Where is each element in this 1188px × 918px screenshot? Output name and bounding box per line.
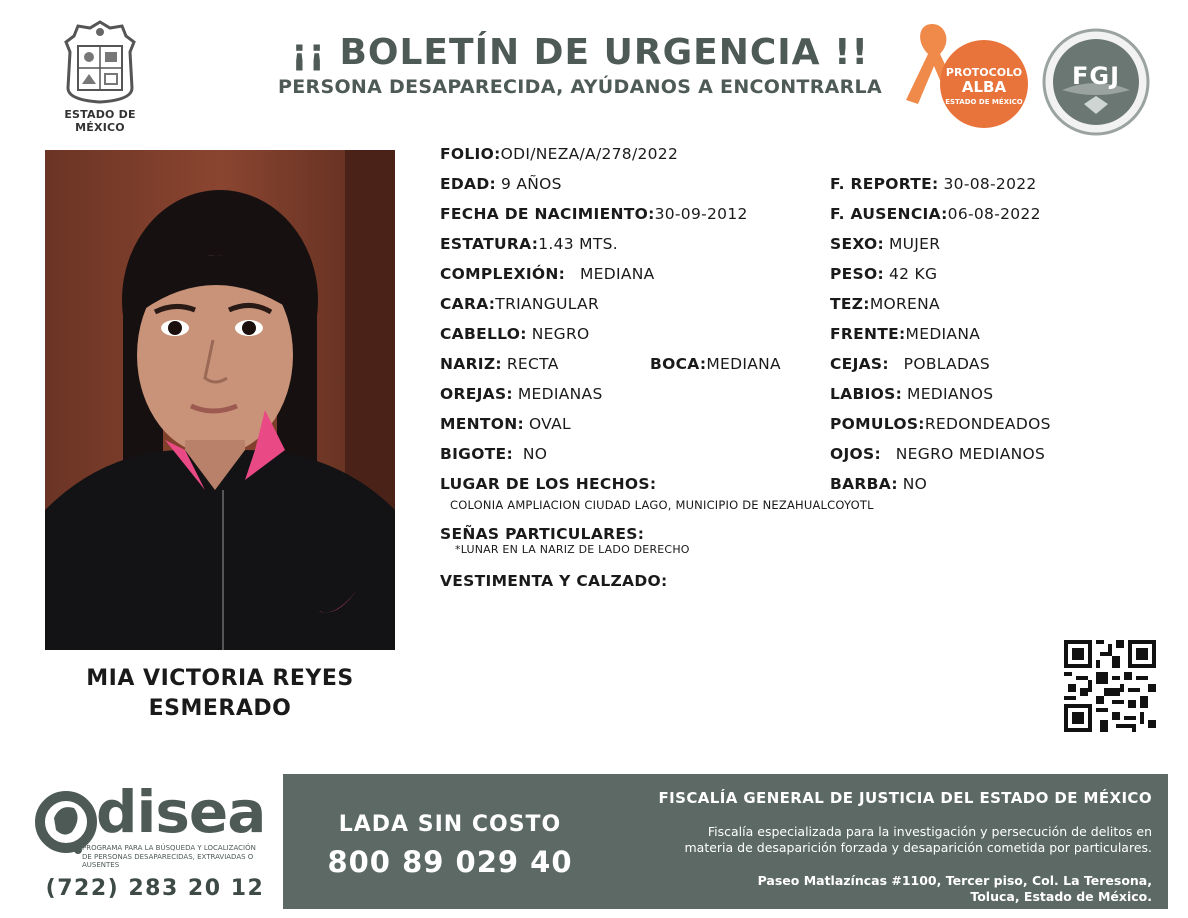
fgj-description-line-2: materia de desaparición forzada y desaparición cometida por particulares. (684, 840, 1152, 855)
field-value: RECTA (506, 355, 559, 373)
field-senas-particulares-value: *LUNAR EN LA NARIZ DE LADO DERECHO (455, 543, 690, 556)
field-label: SEXO: (830, 235, 885, 253)
field-f-reporte (830, 174, 1037, 194)
field-estatura (440, 234, 618, 254)
field-label: VESTIMENTA Y CALZADO: (440, 572, 668, 590)
bulletin-title: ¡¡ BOLETÍN DE URGENCIA !! (291, 32, 869, 73)
field-value: MORENA (869, 295, 940, 313)
estado-de-mexico-logo (40, 18, 160, 134)
field-label: PESO: (830, 265, 884, 283)
field-vestimenta (440, 571, 667, 591)
field-ojos (830, 444, 1045, 464)
field-label: NARIZ: (440, 355, 502, 373)
field-value: MEDIANOS (907, 385, 994, 403)
field-value: TRIANGULAR (495, 295, 600, 313)
field-label: LUGAR DE LOS HECHOS: (440, 475, 657, 493)
field-label: CEJAS: (830, 355, 889, 373)
field-label: FECHA DE NACIMIENTO: (440, 205, 655, 223)
field-boca (650, 354, 781, 374)
field-label: MENTON: (440, 415, 525, 433)
field-value: OVAL (528, 415, 571, 433)
field-value: NO (902, 475, 928, 493)
field-peso (830, 264, 937, 284)
lada-phone-number[interactable]: 800 89 029 40 (327, 845, 573, 879)
field-labios (830, 384, 993, 404)
field-label: LABIOS: (830, 385, 903, 403)
field-value: 1.43 MTS. (538, 235, 618, 253)
field-label: FRENTE: (830, 325, 906, 343)
fgj-address-line-2: Toluca, Estado de México. (970, 889, 1152, 904)
field-complexion (440, 264, 655, 284)
odisea-phone[interactable]: (722) 283 20 12 (45, 876, 265, 901)
fgj-name: FISCALÍA GENERAL DE JUSTICIA DEL ESTADO DE MÉXICO (658, 789, 1152, 807)
odisea-wordmark: disea (96, 778, 266, 846)
field-value: NEGRO (531, 325, 590, 343)
field-edad (440, 174, 562, 194)
field-value: 9 AÑOS (500, 175, 562, 193)
field-label: SEÑAS PARTICULARES: (440, 525, 645, 543)
person-name-line-2: ESMERADO (148, 696, 292, 721)
field-frente (830, 324, 980, 344)
protocolo-alba-logo (898, 20, 1030, 132)
field-orejas (440, 384, 603, 404)
field-label: OREJAS: (440, 385, 513, 403)
field-label: F. AUSENCIA: (830, 205, 948, 223)
fgj-description (600, 824, 1152, 856)
field-label: ESTATURA: (440, 235, 539, 253)
alba-line-1: PROTOCOLO (945, 66, 1023, 79)
field-value: NO (522, 445, 548, 463)
field-label: FOLIO: (440, 145, 501, 163)
field-pomulos (830, 414, 1051, 434)
field-label: BIGOTE: (440, 445, 513, 463)
person-name-line-1: MIA VICTORIA REYES (86, 666, 354, 691)
field-fecha-nacimiento (440, 204, 748, 224)
field-label: BARBA: (830, 475, 898, 493)
fgj-logo-text: FGJ (1071, 62, 1121, 90)
lada-label: LADA SIN COSTO (338, 812, 562, 837)
field-cara (440, 294, 599, 314)
field-cejas (830, 354, 990, 374)
field-label: EDAD: (440, 175, 497, 193)
field-label: TEZ: (830, 295, 870, 313)
odisea-description-line-2: DE PERSONAS DESAPARECIDAS, EXTRAVIADAS O (82, 852, 254, 861)
fgj-description-line-1: Fiscalía especializada para la investigación y persecución de delitos en (707, 824, 1152, 839)
field-label: OJOS: (830, 445, 881, 463)
field-value: 06-08-2022 (947, 205, 1041, 223)
field-lugar-hechos (440, 474, 656, 494)
field-cabello (440, 324, 590, 344)
field-value: MEDIANA (905, 325, 981, 343)
field-value: POBLADAS (903, 355, 990, 373)
field-value: MUJER (888, 235, 941, 253)
odisea-description (82, 844, 256, 870)
odisea-description-line-1: PROGRAMA PARA LA BÚSQUEDA Y LOCALIZACIÓN (82, 844, 256, 852)
field-menton (440, 414, 571, 434)
field-value: ODI/NEZA/A/278/2022 (500, 145, 679, 163)
field-value: NEGRO MEDIANOS (895, 445, 1046, 463)
field-value: 30-08-2022 (943, 175, 1037, 193)
field-value: MEDIANAS (517, 385, 603, 403)
field-value: 42 KG (888, 265, 938, 283)
fgj-address (600, 873, 1152, 905)
field-value: 30-09-2012 (654, 205, 748, 223)
bulletin-subtitle: PERSONA DESAPARECIDA, AYÚDANOS A ENCONTRARLA (278, 76, 882, 98)
field-senas-particulares (440, 524, 644, 544)
alba-line-3: ESTADO DE MÉXICO (945, 98, 1023, 106)
fgj-logo (1040, 26, 1152, 138)
fgj-address-line-1: Paseo Matlazíncas #1100, Tercer piso, Col. La Teresona, (757, 873, 1152, 888)
field-value: MEDIANA (706, 355, 781, 373)
missing-person-photo (45, 150, 395, 650)
state-label: ESTADO DE MÉXICO (64, 108, 136, 134)
field-nariz (440, 354, 559, 374)
field-f-ausencia (830, 204, 1041, 224)
field-tez (830, 294, 940, 314)
field-label: BOCA: (650, 355, 707, 373)
field-label: F. REPORTE: (830, 175, 939, 193)
alba-line-2: ALBA (961, 78, 1007, 96)
qr-code-icon[interactable] (1064, 640, 1156, 732)
field-label: CARA: (440, 295, 496, 313)
field-bigote (440, 444, 547, 464)
coat-of-arms-icon (60, 18, 140, 104)
field-folio (440, 144, 678, 164)
field-label: CABELLO: (440, 325, 527, 343)
field-barba (830, 474, 927, 494)
field-label: COMPLEXIÓN: (440, 265, 566, 283)
odisea-description-line-3: AUSENTES (82, 861, 120, 869)
field-value: MEDIANA (579, 265, 655, 283)
field-sexo (830, 234, 940, 254)
person-name (45, 664, 395, 724)
odisea-logo (32, 778, 277, 882)
field-lugar-hechos-value: COLONIA AMPLIACION CIUDAD LAGO, MUNICIPIO DE NEZAHUALCOYOTL (450, 498, 874, 512)
field-label: POMULOS: (830, 415, 925, 433)
field-value: REDONDEADOS (924, 415, 1051, 433)
